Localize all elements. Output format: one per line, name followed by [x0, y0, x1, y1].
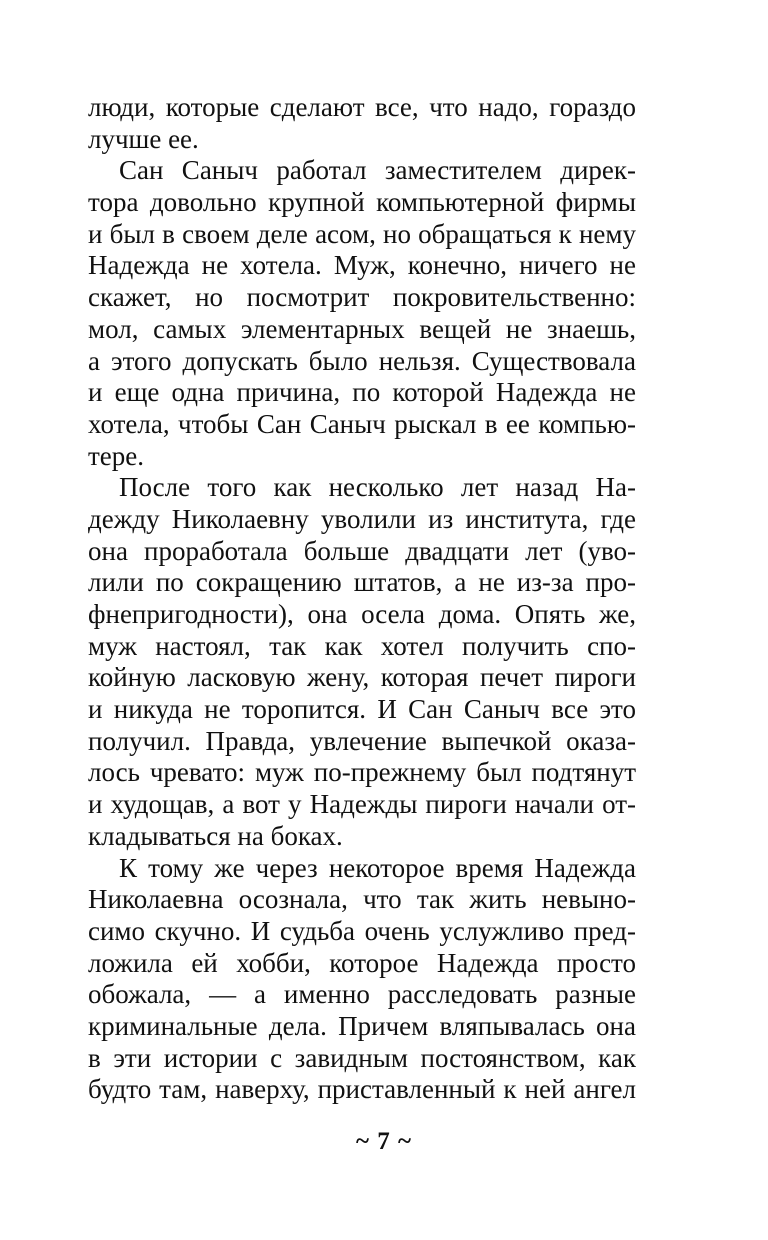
text-line: и худощав, а вот у Надежды пироги начали от- — [88, 789, 636, 820]
text-line: криминальные дела. Причем вляпывалась она — [88, 1010, 636, 1041]
text-line: Николаевна осознала, что так жить невыно- — [88, 884, 636, 915]
text-line: тере. — [88, 440, 145, 471]
text-line: а этого допускать было нельзя. Существовала — [88, 345, 636, 376]
text-line: Надежда не хотела. Муж, конечно, ничего не — [88, 250, 636, 281]
text-line: люди, которые сделают все, что надо, гораздо — [88, 92, 636, 122]
text-line: и никуда не торопится. И Сан Саныч все это — [88, 694, 636, 725]
text-line: мол, самых элементарных вещей не знаешь, — [88, 313, 636, 344]
text-line: лось чревато: муж по-прежнему был подтянут — [88, 757, 636, 788]
text-line: фнепригодности), она осела дома. Опять же, — [88, 599, 636, 629]
text-line: кладываться на боках. — [88, 820, 343, 851]
text-line: получил. Правда, увлечение выпечкой оказа- — [88, 725, 636, 756]
text-line: лучше ее. — [88, 123, 199, 154]
page-number: ~ 7 ~ — [355, 1128, 412, 1155]
text-line: и был в своем деле асом, но обращаться к нему — [88, 218, 636, 249]
text-line: муж настоял, так как хотел получить спо- — [88, 630, 636, 661]
text-line: и еще одна причина, по которой Надежда не — [88, 377, 636, 408]
text-line: ложила ей хобби, которое Надежда просто — [88, 947, 636, 978]
text-line: Сан Саныч работал заместителем дирек- — [119, 155, 636, 186]
body-text — [88, 92, 636, 1106]
text-line: скажет, но посмотрит покровительственно: — [88, 282, 636, 313]
text-line: дежду Николаевну уволили из института, где — [88, 503, 636, 534]
text-line: После того как несколько лет назад На- — [119, 472, 636, 503]
text-line: обожала, — а именно расследовать разные — [88, 979, 636, 1010]
text-line: хотела, чтобы Сан Саныч рыскал в ее компью- — [88, 408, 636, 439]
text-line: лили по сокращению штатов, а не из-за про- — [88, 567, 636, 598]
text-line: К тому же через некоторое время Надежда — [119, 852, 636, 883]
text-line: будто там, наверху, приставленный к ней ангел — [88, 1074, 636, 1105]
text-line: тора довольно крупной компьютерной фирмы — [88, 187, 636, 218]
text-line: симо скучно. И судьба очень услужливо пред- — [88, 915, 636, 946]
text-line: койную ласковую жену, которая печет пироги — [88, 662, 636, 693]
text-line: в эти истории с завидным постоянством, как — [88, 1042, 636, 1073]
text-line: она проработала больше двадцати лет (уво- — [88, 535, 636, 566]
